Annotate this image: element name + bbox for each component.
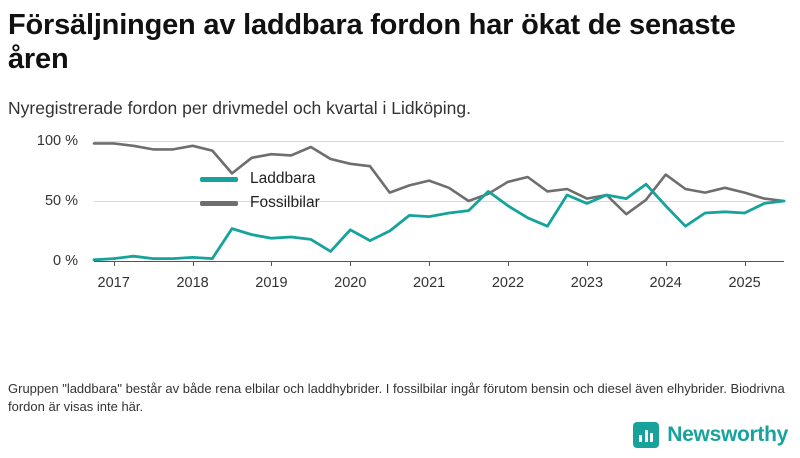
legend-label-fossilbilar: Fossilbilar (250, 194, 320, 212)
x-tick-mark-2024 (666, 261, 667, 266)
chart-legend (200, 167, 320, 215)
page-title: Försäljningen av laddbara fordon har ökat de senaste åren (8, 9, 736, 76)
chart-page (0, 8, 800, 458)
x-tick-mark-2025 (745, 261, 746, 266)
legend-swatch-laddbara (200, 177, 238, 182)
series-lines (94, 141, 784, 262)
x-tick-label-2025: 2025 (728, 275, 761, 292)
y-tick-label-50: 50 % (44, 193, 78, 210)
plot-region (36, 133, 784, 292)
legend-item-fossilbilar (200, 191, 320, 215)
x-tick-label-2021: 2021 (412, 275, 446, 292)
chart-footnote: Gruppen "laddbara" består av både rena elbilar och laddhybrider. I fossilbilar ingår förutom bensin och diesel även elhybrider. Biodrivna fordon är visas inte här. (8, 381, 785, 414)
line-laddbara (94, 185, 784, 261)
brand-name: Newsworthy (667, 423, 788, 446)
x-tick-label-2020: 2020 (334, 275, 367, 292)
line-fossilbilar (94, 144, 784, 215)
bar-chart-icon (633, 422, 659, 448)
x-tick-mark-2022 (508, 261, 509, 266)
x-tick-label-2024: 2024 (649, 275, 682, 292)
x-tick-mark-2023 (587, 261, 588, 266)
x-tick-mark-2018 (193, 261, 194, 266)
chart-area (8, 133, 792, 293)
y-tick-label-0: 0 % (53, 253, 78, 270)
legend-label-laddbara: Laddbara (250, 170, 316, 188)
x-tick-mark-2019 (271, 261, 272, 266)
y-tick-label-100: 100 % (36, 133, 78, 150)
x-tick-label-2019: 2019 (255, 275, 288, 292)
chart-subtitle: Nyregistrerade fordon per drivmedel och kvartal i Lidköping. (8, 98, 472, 119)
x-tick-mark-2017 (114, 261, 115, 266)
x-tick-label-2023: 2023 (570, 275, 604, 292)
brand-logo (633, 422, 788, 448)
x-tick-label-2017: 2017 (97, 275, 130, 292)
x-tick-mark-2020 (350, 261, 351, 266)
x-tick-label-2018: 2018 (176, 275, 209, 292)
x-tick-label-2022: 2022 (491, 275, 525, 292)
legend-swatch-fossilbilar (200, 201, 238, 206)
x-tick-mark-2021 (429, 261, 430, 266)
legend-item-laddbara (200, 167, 320, 191)
